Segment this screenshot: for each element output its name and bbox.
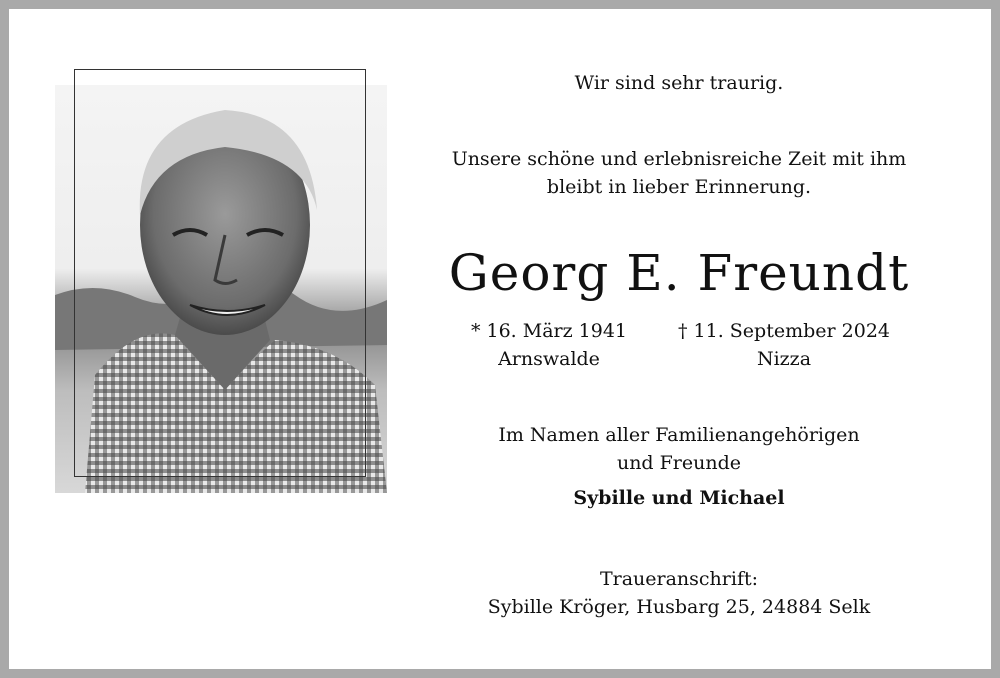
birth-info <box>449 317 649 373</box>
memory-line-2: bleibt in lieber Erinnerung. <box>546 176 812 198</box>
family-line-2: und Freunde <box>616 452 742 474</box>
signers: Sybille und Michael <box>573 487 785 509</box>
mourning-address <box>414 565 944 621</box>
death-info <box>664 317 904 373</box>
photo-frame <box>74 69 366 477</box>
memory-line-1: Unsere schöne und erlebnisreiche Zeit mit ihm <box>451 148 907 170</box>
memory-text <box>414 145 944 201</box>
address-value: Sybille Kröger, Husbarg 25, 24884 Selk <box>487 596 871 618</box>
deceased-name: Georg E. Freundt <box>448 244 910 302</box>
intro-line: Wir sind sehr traurig. <box>574 72 784 94</box>
death-place: Nizza <box>756 348 812 370</box>
birth-place: Arnswalde <box>498 348 600 370</box>
birth-date: * 16. März 1941 <box>470 320 628 342</box>
address-label: Traueranschrift: <box>599 568 759 590</box>
death-date: † 11. September 2024 <box>678 320 890 342</box>
family-text <box>414 421 944 477</box>
family-line-1: Im Namen aller Familienangehörigen <box>498 424 860 446</box>
